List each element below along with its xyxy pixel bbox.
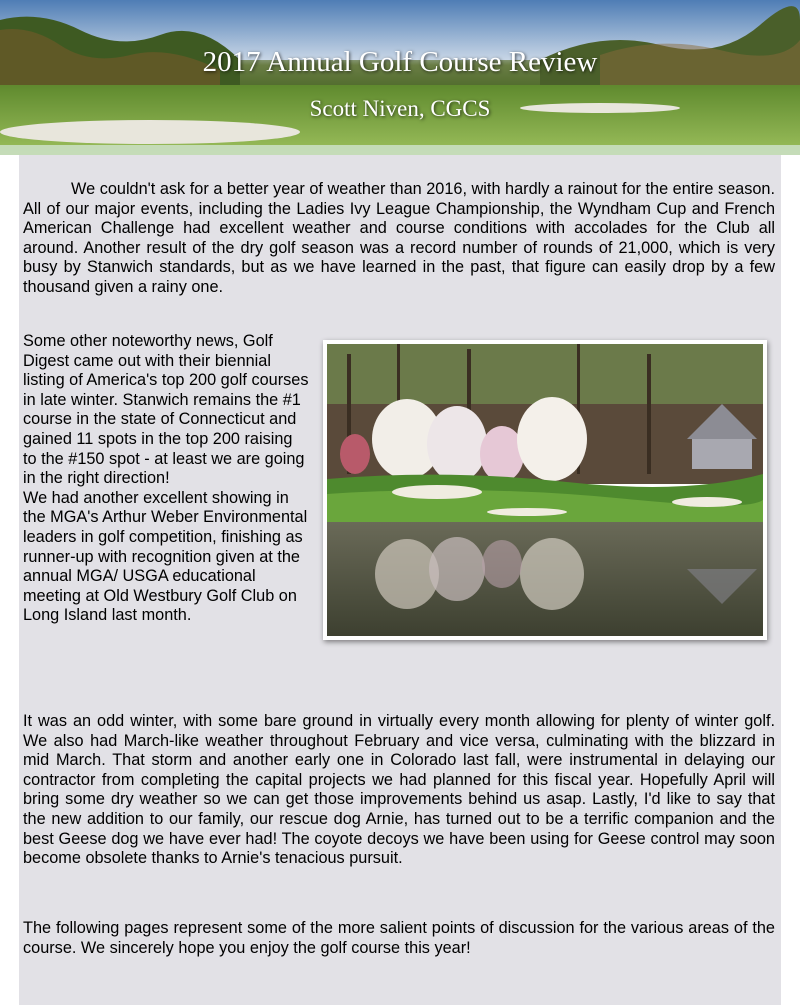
paragraph-closing: The following pages represent some of the more salient points of discussion for the various areas of the course. We sincerely hope you enjoy the golf course this year! — [23, 919, 775, 957]
paragraph-mga-award: We had another excellent showing in the MGA's Arthur Weber Environmental leaders in golf competition, finishing as runner-up with recognition given at the annual MGA/ USGA educational meeting at Old Westbury Golf Club on Long Island last month. — [23, 488, 308, 625]
golf-course-photo-frame — [323, 340, 767, 640]
article-panel — [19, 155, 781, 1005]
page-title: 2017 Annual Golf Course Review — [202, 46, 598, 78]
paragraph-news — [23, 332, 309, 626]
paragraph-weather: We couldn't ask for a better year of weather than 2016, with hardly a rainout for the entire season. All of our major events, including the Ladies Ivy League Championship, the Wyndham Cup and French American Challenge had excellent weather and course conditions with accolades for the Club all around. Another result of the dry golf season was a record number of rounds of 21,000, which is very busy by Stanwich standards, but as we have learned in the past, that figure can easily drop by a few thousand given a rainy one. — [23, 180, 775, 296]
header-banner — [0, 0, 800, 155]
author-name: Scott Niven, CGCS — [309, 96, 491, 121]
golf-course-photo — [327, 344, 763, 636]
paragraph-golf-digest: Some other noteworthy news, Golf Digest came out with their biennial listing of America's top 200 golf courses in late winter. Stanwich remains the #1 course in the state of Connecticut and gained 11 spots in the top 200 raising to the #150 spot - at least we are going in the right direction! — [23, 332, 309, 488]
paragraph-winter: It was an odd winter, with some bare ground in virtually every month allowing for plenty of winter golf. We also had March-like weather throughout February and vice versa, culminating with the blizzard in mid March. That storm and another early one in Colorado last fall, were instrumental in delaying our contractor from completing the capital projects we had planned for this fiscal year. Hopefully April will bring some dry weather so we can get those improvements behind us asap. Lastly, I'd like to say that the new addition to our family, our rescue dog Arnie, has turned out to be a terrific companion and the best Geese dog we have ever had! The coyote decoys we have been using for Geese control may soon become obsolete thanks to Arnie's tenacious pursuit. — [23, 712, 775, 868]
